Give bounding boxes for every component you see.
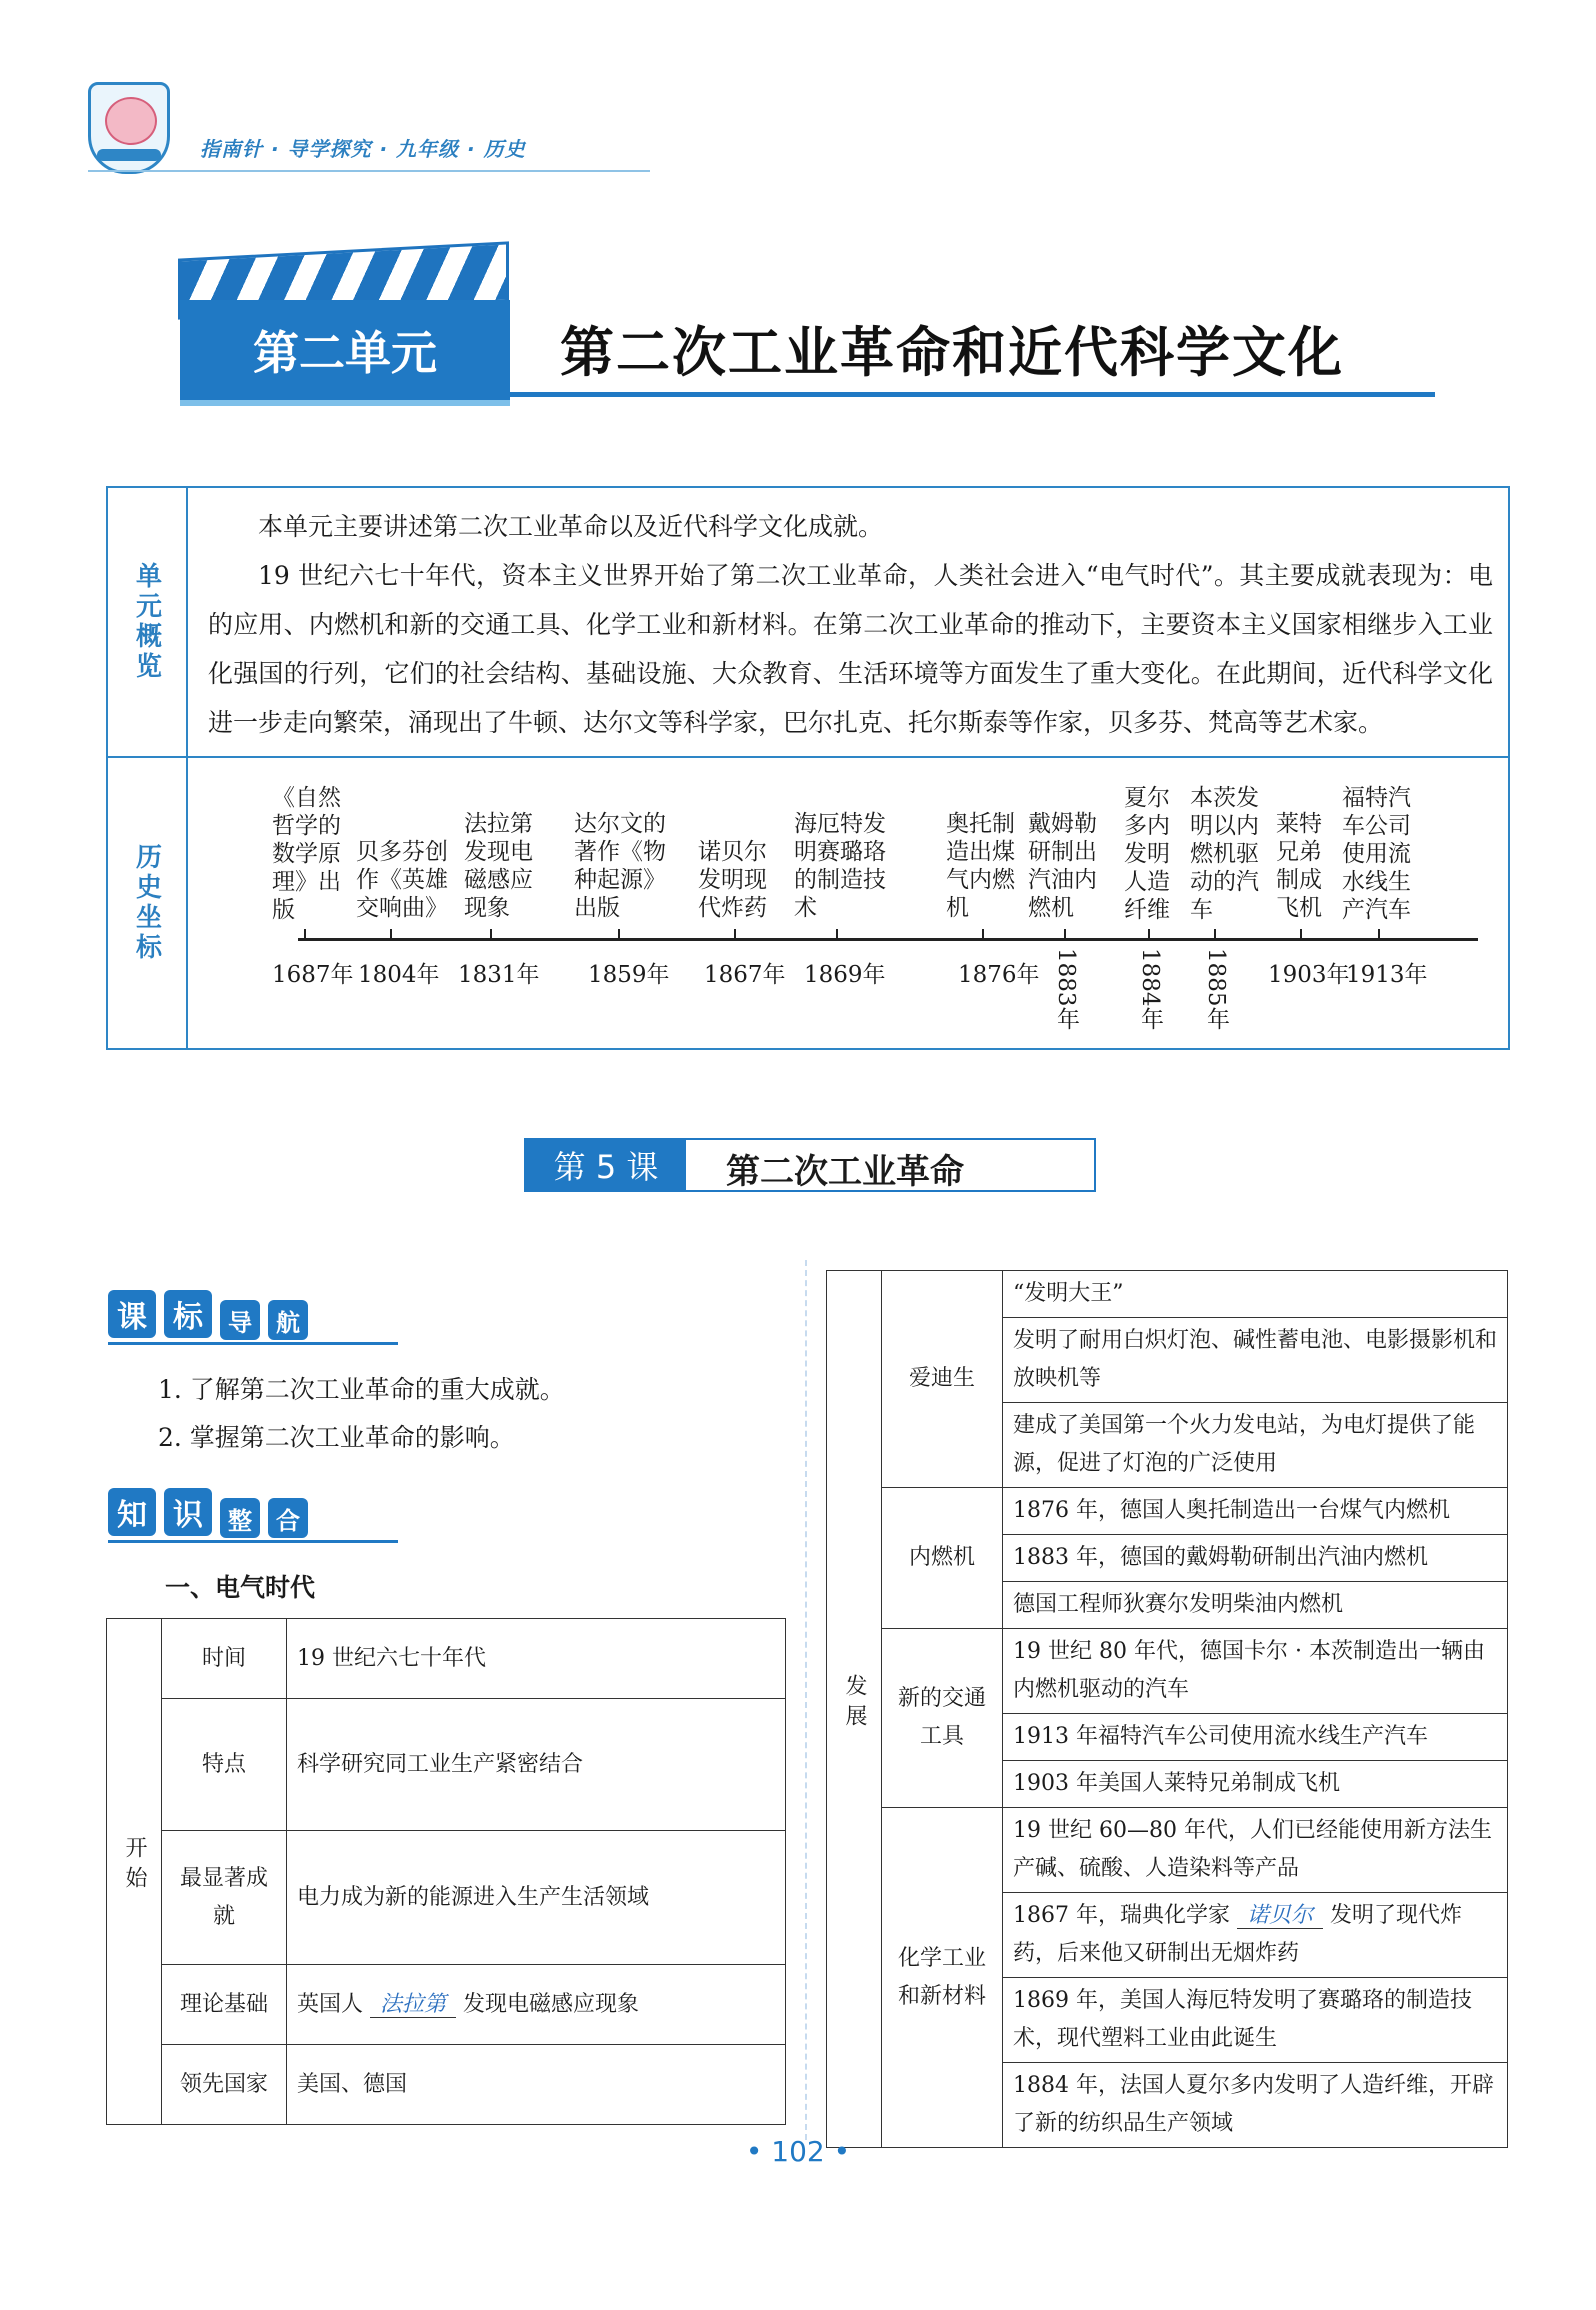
timeline-event: 福特汽车公司使用流水线生产汽车: [1342, 785, 1411, 923]
group-cell: [107, 1619, 162, 2125]
unit-label: 第二单元: [180, 300, 510, 406]
timeline-year: 1804年: [358, 962, 440, 988]
timeline-event: 诺贝尔发明现代炸药: [698, 839, 767, 921]
goal-item: 2. 掌握第二次工业革命的影响。: [158, 1423, 515, 1452]
timeline-tick: [734, 929, 736, 941]
timeline-tick: [836, 929, 838, 941]
timeline-tick: [618, 929, 620, 941]
filled-answer: 诺贝尔: [1237, 1903, 1323, 1929]
heading-char: 知: [108, 1488, 156, 1536]
row-key: 最显著成就: [162, 1831, 287, 1965]
timeline-tick: [1300, 929, 1302, 941]
timeline-tick: [390, 929, 392, 941]
timeline-tick: [1378, 929, 1380, 941]
publisher-logo: [88, 82, 170, 174]
timeline-event: 贝多芬创作《英雄交响曲》: [356, 839, 448, 921]
electric-age-table: [106, 1618, 786, 2125]
table-row: [827, 1808, 1508, 1893]
row-value: 发明了耐用白炽灯泡、碱性蓄电池、电影摄影机和放映机等: [1003, 1318, 1508, 1403]
table-row: [107, 1619, 786, 1699]
row-value: [1003, 1893, 1508, 1978]
timeline-event: 《自然哲学的数学原理》出版: [272, 785, 341, 923]
table-row: [107, 1831, 786, 1965]
unit-title: 第二次工业革命和近代科学文化: [560, 321, 1344, 384]
row-key: 特点: [162, 1699, 287, 1831]
heading-char: 合: [268, 1498, 308, 1538]
unit-overview-box: [106, 486, 1510, 1050]
course-guide-heading: [108, 1290, 308, 1340]
timeline-year: 1687年: [272, 962, 354, 988]
timeline-event: 奥托制造出煤气内燃机: [946, 811, 1015, 921]
row-value: 电力成为新的能源进入生产生活领域: [287, 1831, 786, 1965]
timeline-event: 法拉第发现电磁感应现象: [464, 811, 533, 921]
row-value: 科学研究同工业生产紧密结合: [287, 1699, 786, 1831]
timeline-year: 1913年: [1346, 962, 1428, 988]
row-value: [287, 1965, 786, 2045]
series-header: 指南针 · 导学探究 · 九年级 · 历史: [200, 137, 526, 161]
header-rule: [88, 170, 650, 172]
overview-side: [108, 488, 188, 756]
overview-body: 19 世纪六七十年代，资本主义世界开始了第二次工业革命，人类社会进入“电气时代”。其主要成就表现为：电的应用、内燃机和新的交通工具、化学工业和新材料。在第二次工业革命的推动下，主要资本主义国家相继步入工业化强国的行列，它们的社会结构、基础设施、大众教育、生活环境等方面发生了重大变化。在此期间，近代科学文化进一步走向繁荣，涌现出了牛顿、达尔文等科学家，巴尔扎克、托尔斯泰等作家，贝多芬、梵高等艺术家。: [208, 561, 1493, 737]
development-table: [826, 1270, 1508, 2148]
heading-rule: [108, 1540, 398, 1543]
value-prefix: 1867 年，瑞典化学家: [1013, 1903, 1230, 1928]
group-cell: [827, 1271, 882, 2148]
row-value: 1884 年，法国人夏尔多内发明了人造纤维，开辟了新的纺织品生产领域: [1003, 2063, 1508, 2148]
group-label: 开始: [122, 1836, 147, 1896]
group-label: 发展: [842, 1673, 867, 1734]
row-value: 建成了美国第一个火力发电站，为电灯提供了能源，促进了灯泡的广泛使用: [1003, 1403, 1508, 1488]
overview-intro: 本单元主要讲述第二次工业革命以及近代科学文化成就。: [258, 512, 884, 541]
table-row: [827, 1271, 1508, 1318]
timeline-tick: [982, 929, 984, 941]
heading-char: 标: [164, 1290, 212, 1338]
heading-char: 航: [268, 1300, 308, 1340]
heading-char: 整: [220, 1498, 260, 1538]
value-suffix: 发现电磁感应现象: [463, 1991, 640, 2017]
timeline-year: 1876年: [958, 962, 1040, 988]
subsection-title: 一、电气时代: [165, 1573, 316, 1602]
timeline-tick: [304, 929, 306, 941]
row-key: 理论基础: [162, 1965, 287, 2045]
row-value: 1903 年美国人莱特兄弟制成飞机: [1003, 1761, 1508, 1808]
timeline-side: [108, 758, 188, 1048]
row-value: 1883 年，德国的戴姆勒研制出汽油内燃机: [1003, 1535, 1508, 1582]
logo-ribbon: [97, 149, 161, 161]
overview-label: 单元概览: [131, 562, 162, 682]
row-value: 1913 年福特汽车公司使用流水线生产汽车: [1003, 1714, 1508, 1761]
filled-answer: 法拉第: [370, 1992, 456, 2018]
timeline-event: 本茨发明以内燃机驱动的汽车: [1190, 785, 1259, 923]
knowledge-heading: [108, 1488, 308, 1538]
timeline-tick: [1214, 929, 1216, 941]
row-value: 德国工程师狄赛尔发明柴油内燃机: [1003, 1582, 1508, 1629]
row-key: 爱迪生: [882, 1271, 1003, 1488]
value-prefix: 英国人: [297, 1991, 364, 2017]
heading-char: 导: [220, 1300, 260, 1340]
timeline-tick: [490, 929, 492, 941]
timeline-event: 戴姆勒研制出汽油内燃机: [1028, 811, 1097, 921]
timeline-year: 1883年: [1053, 948, 1079, 1030]
timeline-event: 莱特兄弟制成飞机: [1276, 811, 1322, 921]
table-row: [107, 1965, 786, 2045]
row-value: 19 世纪 80 年代，德国卡尔 · 本茨制造出一辆由内燃机驱动的汽车: [1003, 1629, 1508, 1714]
goal-item: 1. 了解第二次工业革命的重大成就。: [158, 1375, 565, 1404]
unit-title-rule: [505, 392, 1435, 397]
timeline-label: 历史坐标: [131, 843, 162, 963]
row-value: 19 世纪六七十年代: [287, 1619, 786, 1699]
row-value: 美国、德国: [287, 2045, 786, 2125]
timeline-year: 1884年: [1137, 948, 1163, 1030]
lesson-title: 第二次工业革命: [726, 1152, 964, 1192]
page-number: • 102 •: [745, 2135, 851, 2168]
logo-emblem: [105, 97, 157, 145]
timeline-year: 1869年: [804, 962, 886, 988]
row-key: 时间: [162, 1619, 287, 1699]
lesson-banner: [524, 1138, 1096, 1192]
timeline-event: 夏尔多内发明人造纤维: [1124, 785, 1170, 923]
timeline-tick: [1148, 929, 1150, 941]
row-key: 领先国家: [162, 2045, 287, 2125]
table-row: [827, 1488, 1508, 1535]
table-row: [107, 2045, 786, 2125]
table-row: [827, 1629, 1508, 1714]
heading-char: 课: [108, 1290, 156, 1338]
timeline-tick: [1064, 929, 1066, 941]
timeline-event: 海厄特发明赛璐珞的制造技术: [794, 811, 886, 921]
row-value: 19 世纪 60—80 年代，人们已经能使用新方法生产碱、硫酸、人造染料等产品: [1003, 1808, 1508, 1893]
row-key: 内燃机: [882, 1488, 1003, 1629]
timeline-year: 1867年: [704, 962, 786, 988]
timeline-year: 1885年: [1203, 948, 1229, 1030]
timeline-year: 1859年: [588, 962, 670, 988]
heading-char: 识: [164, 1488, 212, 1536]
value-suffix: 发明了现代炸药，后来他又研制出无烟炸药: [1013, 1903, 1463, 1966]
table-row: [107, 1699, 786, 1831]
row-key: 化学工业和新材料: [882, 1808, 1003, 2148]
row-value: 1876 年，德国人奥托制造出一台煤气内燃机: [1003, 1488, 1508, 1535]
heading-rule: [108, 1342, 398, 1345]
timeline-year: 1903年: [1268, 962, 1350, 988]
row-value: “发明大王”: [1003, 1271, 1508, 1318]
timeline-year: 1831年: [458, 962, 540, 988]
column-divider: [805, 1260, 807, 2140]
row-value: 1869 年，美国人海厄特发明了赛璐珞的制造技术，现代塑料工业由此诞生: [1003, 1978, 1508, 2063]
row-key: 新的交通工具: [882, 1629, 1003, 1808]
overview-divider: [108, 756, 1508, 758]
timeline-event: 达尔文的著作《物种起源》出版: [574, 811, 666, 921]
lesson-number: 第 5 课: [526, 1140, 686, 1190]
